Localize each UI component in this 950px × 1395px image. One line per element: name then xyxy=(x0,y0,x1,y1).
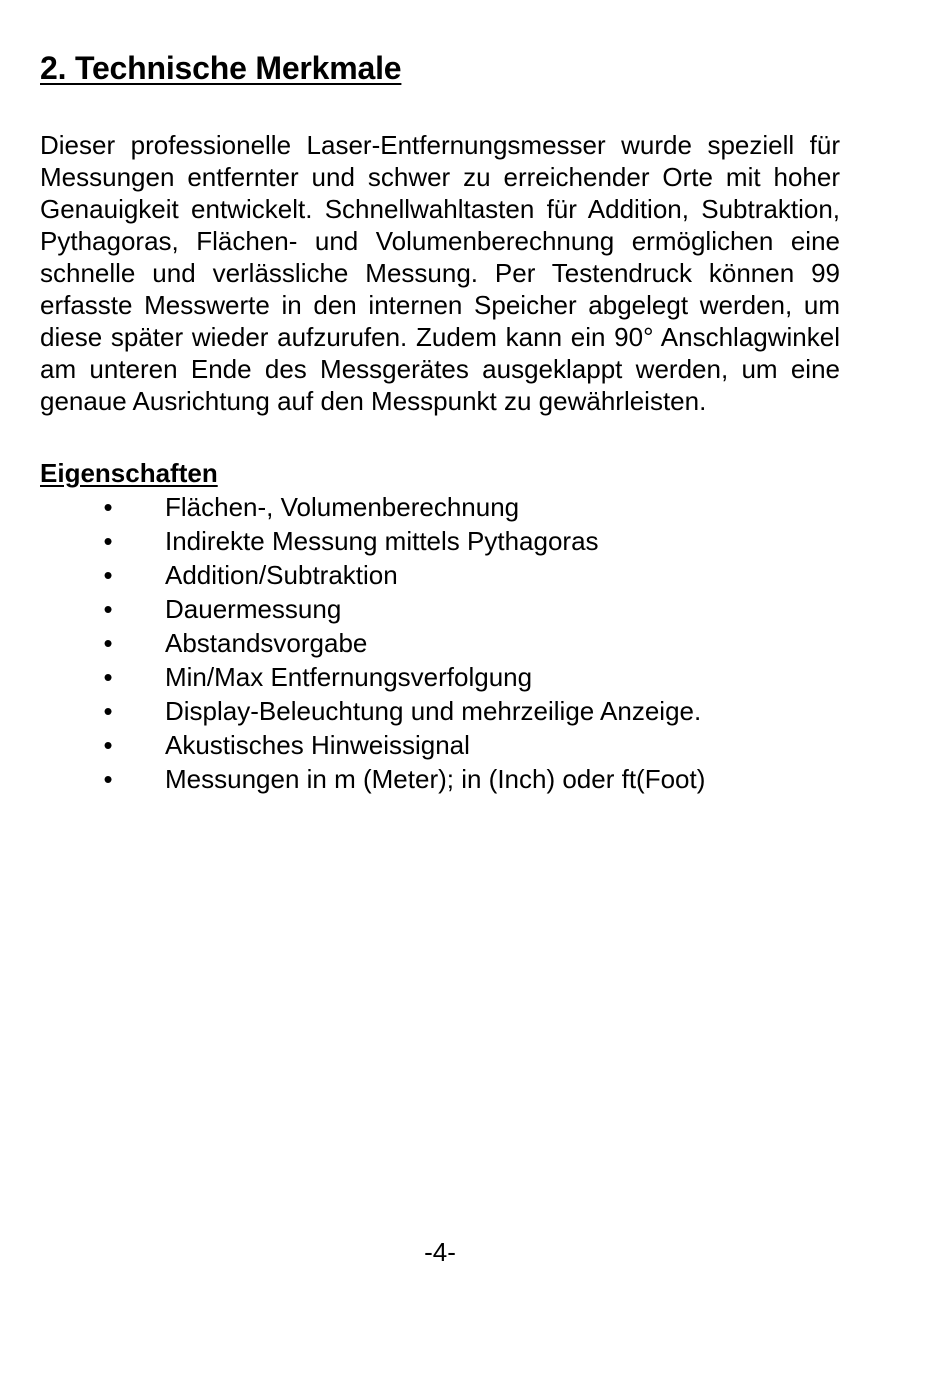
feature-text: Abstandsvorgabe xyxy=(165,628,368,658)
feature-text: Dauermessung xyxy=(165,594,342,624)
list-item xyxy=(40,490,840,524)
features-heading: Eigenschaften xyxy=(40,458,218,488)
bullet-icon: • xyxy=(103,594,113,624)
bullet-icon: • xyxy=(103,560,113,590)
bullet-icon: • xyxy=(103,764,113,794)
feature-text: Min/Max Entfernungsverfolgung xyxy=(165,662,533,692)
list-item xyxy=(40,558,840,592)
feature-text: Flächen-, Volumenberechnung xyxy=(165,492,520,522)
list-item xyxy=(40,694,840,728)
list-item xyxy=(40,762,840,796)
section-title: 2. Technische Merkmale xyxy=(40,50,402,86)
bullet-icon: • xyxy=(103,696,113,726)
list-item xyxy=(40,660,840,694)
page-number: -4- xyxy=(424,1237,456,1267)
feature-text: Addition/Subtraktion xyxy=(165,560,398,590)
intro-paragraph: Dieser professionelle Laser-Entfernungsmesser wurde speziell für Messungen entfernter und schwer zu erreichender Orte mit hoher Genauigkeit entwickelt. Schnellwahltasten für Addition, Subtraktion, Pythagoras, Flächen- und Volumenberechnung ermöglichen eine schnelle und verlässliche Messung. Per Testendruck können 99 erfasste Messwerte in den internen Speicher abgelegt werden, um diese später wieder aufzurufen. Zudem kann ein 90° Anschlagwinkel am unteren Ende des Messgerätes ausgeklappt werden, um eine genaue Ausrichtung auf den Messpunkt zu gewährleisten. xyxy=(40,130,840,416)
feature-text: Indirekte Messung mittels Pythagoras xyxy=(165,526,599,556)
list-item xyxy=(40,524,840,558)
bullet-icon: • xyxy=(103,628,113,658)
bullet-icon: • xyxy=(103,526,113,556)
bullet-icon: • xyxy=(103,730,113,760)
bullet-icon: • xyxy=(103,662,113,692)
feature-text: Akustisches Hinweissignal xyxy=(165,730,470,760)
feature-text: Display-Beleuchtung und mehrzeilige Anzeige. xyxy=(165,696,702,726)
feature-list xyxy=(40,490,840,796)
document-page xyxy=(40,48,840,796)
list-item xyxy=(40,626,840,660)
feature-text: Messungen in m (Meter); in (Inch) oder ft(Foot) xyxy=(165,764,706,794)
list-item xyxy=(40,728,840,762)
list-item xyxy=(40,592,840,626)
bullet-icon: • xyxy=(103,492,113,522)
